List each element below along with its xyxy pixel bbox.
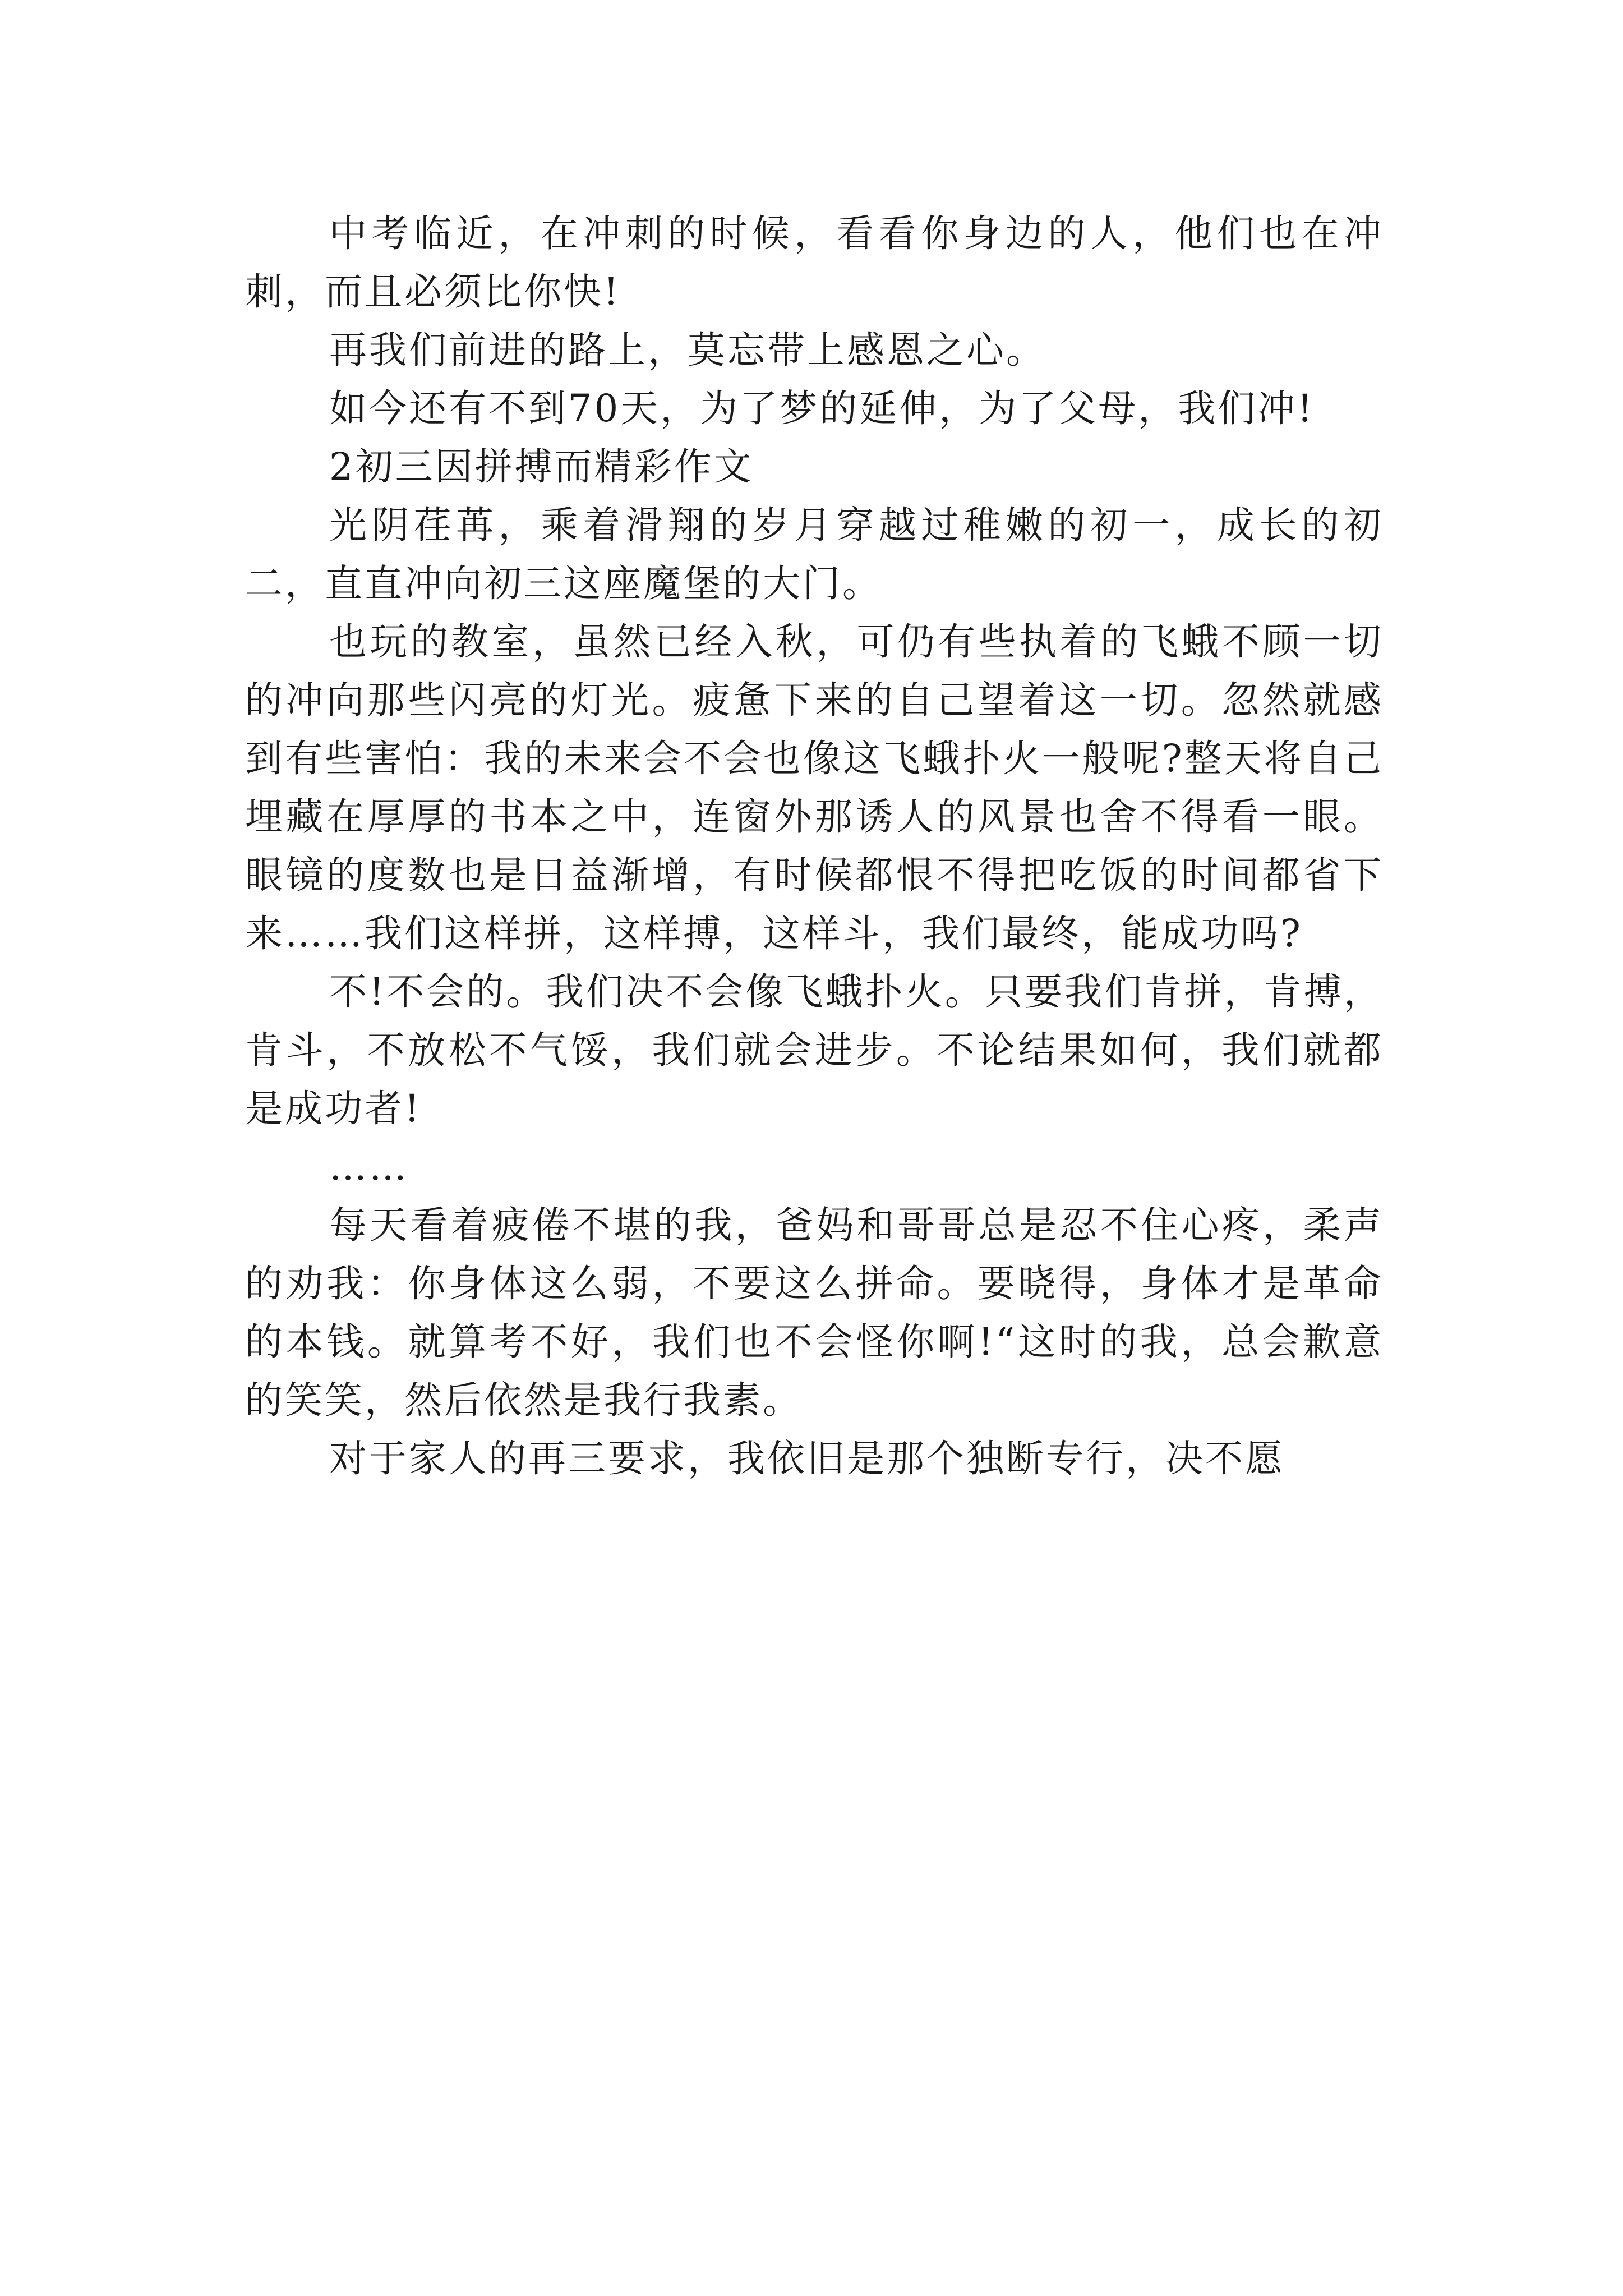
paragraph-5: 也玩的教室，虽然已经入秋，可仍有些执着的飞蛾不顾一切的冲向那些闪亮的灯光。疲惫下来的自己望着这一切。忽然就感到有些害怕：我的未来会不会也像这飞蛾扑火一般呢?整天将自己埋藏在厚厚的书本之中，连窗外那诱人的风景也舍不得看一眼。眼镜的度数也是日益渐增，有时候都恨不得把吃饭的时间都省下来……我们这样拼，这样搏，这样斗，我们最终，能成功吗?	[245, 620, 1384, 955]
paragraph-3: 如今还有不到70天，为了梦的延伸，为了父母，我们冲!	[329, 386, 1315, 430]
paragraph-4: 光阴荏苒，乘着滑翔的岁月穿越过稚嫩的初一，成长的初二，直直冲向初三这座魔堡的大门。	[245, 503, 1384, 605]
paragraph-1: 中考临近，在冲刺的时候，看看你身边的人，他们也在冲刺，而且必须比你快!	[245, 211, 1384, 314]
paragraph-2: 再我们前进的路上，莫忘带上感恩之心。	[329, 328, 1046, 372]
paragraph-6: 不!不会的。我们决不会像飞蛾扑火。只要我们肯拼，肯搏，肯斗，不放松不气馁，我们就会进步。不论结果如何，我们就都是成功者!	[245, 970, 1384, 1130]
ellipsis-line: ……	[329, 1145, 409, 1189]
document-body	[245, 204, 1384, 1488]
section-heading: 2初三因拼搏而精彩作文	[329, 445, 754, 489]
paragraph-7: 每天看着疲倦不堪的我，爸妈和哥哥总是忍不住心疼，柔声的劝我：你身体这么弱，不要这么拼命。要晓得，身体才是革命的本钱。就算考不好，我们也不会怪你啊!“这时的我，总会歉意的笑笑，然后依然是我行我素。	[245, 1203, 1384, 1422]
paragraph-8: 对于家人的再三要求，我依旧是那个独断专行，决不愿	[329, 1437, 1285, 1480]
